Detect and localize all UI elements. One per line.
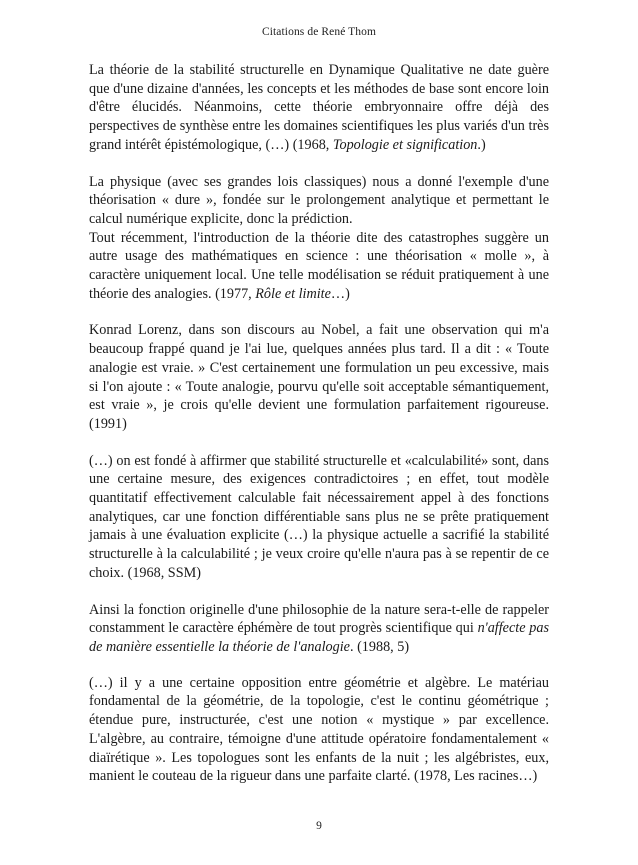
paragraph-1: [89, 61, 549, 155]
page-number: 9: [316, 820, 322, 832]
text-segment: La physique (avec ses grandes lois classiques) nous a donné l'exemple d'une théorisation « dure », fondée sur le prolongement analytique et permettant le calcul numérique explicite, donc la prédiction.: [89, 173, 549, 227]
text-segment: Tout récemment, l'introduction de la théorie dite des catastrophes suggère un autre usage des mathématiques en science : une théorisation « molle », à caractère uniquement local. Une telle modélisation se réduit pratiquement à une théorie des analogies. (1977,: [89, 229, 549, 302]
paragraph-3: [89, 321, 549, 433]
paragraph-6: [89, 674, 549, 786]
body-text: [89, 61, 549, 804]
paragraph-5: [89, 601, 549, 657]
italic-title: Topologie et signification: [332, 136, 478, 153]
text-segment: . (1988, 5): [349, 638, 410, 655]
running-header: Citations de René Thom: [261, 26, 377, 38]
text-segment: (…) on est fondé à affirmer que stabilité structurelle et «calculabilité» sont, dans une certaine mesure, des exigences contradictoires ; en effet, tout modèle quantitatif effectivement calculable fait nécessairement appel à des fonctions analytiques, car une fonction différentiable sans plus ne se prête pratiquement jamais à une évaluation explicite (…) la physique actuelle a sacrifié la stabilité structurelle à la calculabilité ; je veux croire qu'elle n'aura pas à se repentir de ce choix. (1968, SSM): [89, 452, 549, 581]
italic-phrase: n'affecte pas de manière essentielle la théorie de l'analogie: [89, 620, 549, 655]
text-segment: Konrad Lorenz, dans son discours au Nobel, a fait une observation qui m'a beaucoup frappé quand je l'ai lue, quelques années plus tard. Il a dit : « Toute analogie est vraie. » C'est certainement une formulation un peu excessive, mais si l'on ajoute : « Toute analogie, pourvu qu'elle soit acceptable sémantiquement, est vraie », je crois qu'elle devient une formulation parfaitement rigoureuse. (1991): [89, 322, 549, 432]
text-segment: .): [477, 136, 486, 153]
italic-title: Rôle et limite: [255, 285, 331, 302]
text-segment: …): [330, 285, 350, 302]
paragraph-4: [89, 452, 549, 583]
paragraph-2: [89, 173, 549, 304]
text-segment: Ainsi la fonction originelle d'une philosophie de la nature sera-t-elle de rappeler constamment le caractère éphémère de tout progrès scientifique qui: [89, 601, 549, 637]
text-segment: La théorie de la stabilité structurelle en Dynamique Qualitative ne date guère que d'une dizaine d'années, les concepts et les méthodes de base sont encore loin d'être élucidés. Néanmoins, cette théorie embryonnaire offre déjà des perspectives de synthèse entre les domaines scientifiques les plus variés d'un très grand intérêt épistémologique, (…) (1968,: [89, 62, 549, 153]
text-segment: (…) il y a une certaine opposition entre géométrie et algèbre. Le matériau fondamental de la géométrie, de la topologie, c'est le continu géométrique ; étendue pure, instructurée, c'est une notion « mystique » par excellence. L'algèbre, au contraire, témoigne d'une attitude opératoire fondamentalement « diaïrétique ». Les topologues sont les enfants de la nuit ; les algébristes, eux, manient le couteau de la rigueur dans une parfaite clarté. (1978, Les racines…): [89, 674, 549, 785]
